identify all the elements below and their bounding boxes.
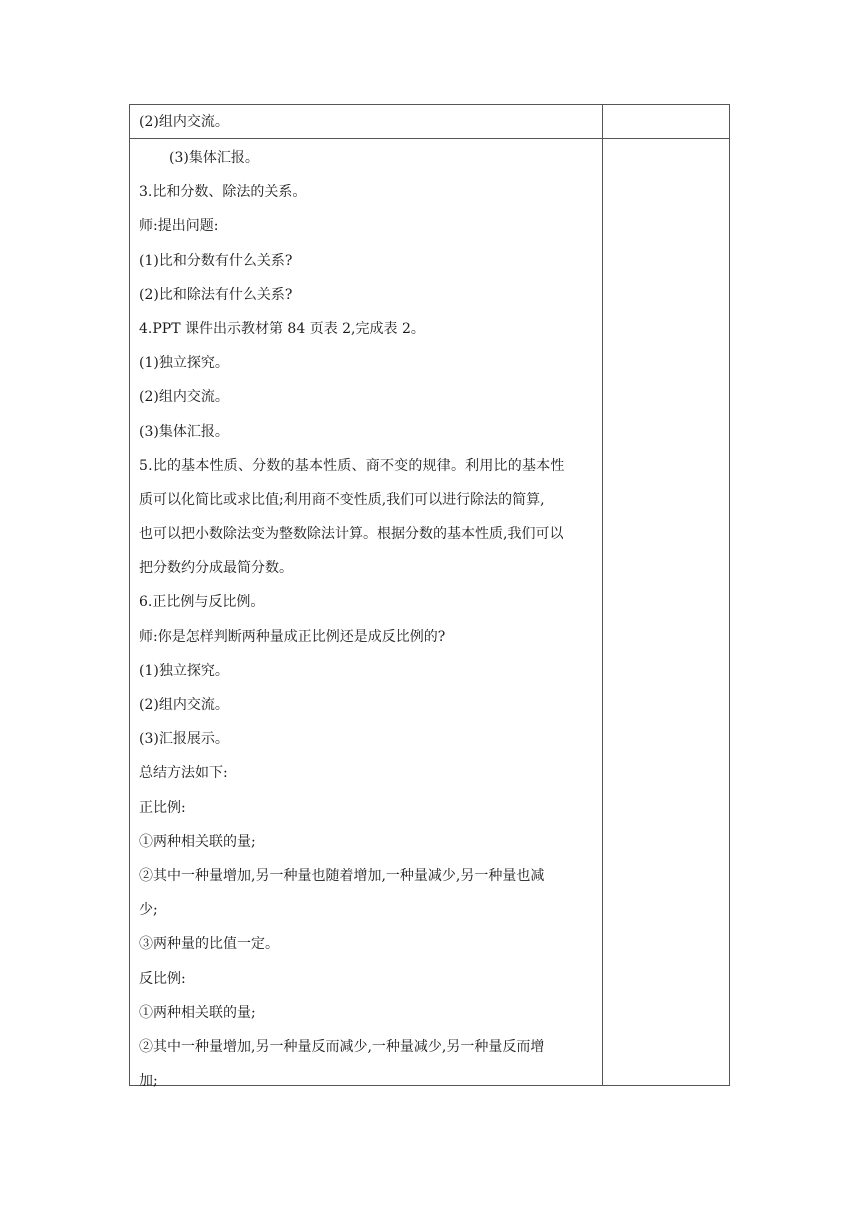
text-line: 反比例: (139, 970, 186, 987)
text-line: 加; (139, 1073, 158, 1090)
lesson-plan-table (129, 104, 730, 1090)
table-row (130, 105, 729, 139)
section-heading: 5.比的基本性质、分数的基本性质、商不变的规律。利用比的基本性 (139, 457, 565, 474)
text-line: ①两种相关联的量; (139, 833, 256, 850)
text-line: (2)比和除法有什么关系? (139, 286, 293, 303)
text-line: (1)比和分数有什么关系? (139, 252, 293, 269)
text-line: ①两种相关联的量; (139, 1004, 256, 1021)
content-cell: (2)组内交流。 (130, 105, 603, 138)
text-line: ②其中一种量增加,另一种量也随着增加,一种量减少,另一种量也减 (139, 867, 545, 884)
text-line: (1)独立探究。 (139, 662, 229, 679)
text-line: ②其中一种量增加,另一种量反而减少,一种量减少,另一种量反而增 (139, 1038, 545, 1055)
table-row (130, 139, 729, 1090)
text-line: (3)集体汇报。 (139, 423, 229, 440)
section-heading: 3.比和分数、除法的关系。 (139, 184, 307, 201)
text-line: ③两种量的比值一定。 (139, 936, 279, 953)
text-line: 少; (139, 902, 158, 919)
text-line: 也可以把小数除法变为整数除法计算。根据分数的基本性质,我们可以 (139, 526, 564, 543)
text-line: (1)独立探究。 (139, 355, 229, 372)
text-line: 正比例: (139, 799, 186, 816)
text-line: 质可以化简比或求比值;利用商不变性质,我们可以进行除法的简算, (139, 491, 545, 508)
notes-cell (603, 139, 729, 1085)
text-line: 把分数约分成最简分数。 (139, 560, 293, 577)
text-line: 总结方法如下: (139, 765, 228, 782)
text-line: (2)组内交流。 (139, 389, 229, 406)
content-cell (130, 139, 603, 1090)
text-line: (3)汇报展示。 (139, 731, 229, 748)
text-line: (2)组内交流。 (139, 697, 229, 713)
text-line: 师:你是怎样判断两种量成正比例还是成反比例的? (139, 628, 446, 645)
text-line: 师:提出问题: (139, 218, 219, 235)
notes-cell (603, 105, 729, 138)
text-line: (3)集体汇报。 (169, 150, 259, 166)
section-heading: 6.正比例与反比例。 (139, 594, 265, 611)
section-heading: 4.PPT 课件出示教材第 84 页表 2,完成表 2。 (139, 320, 425, 337)
